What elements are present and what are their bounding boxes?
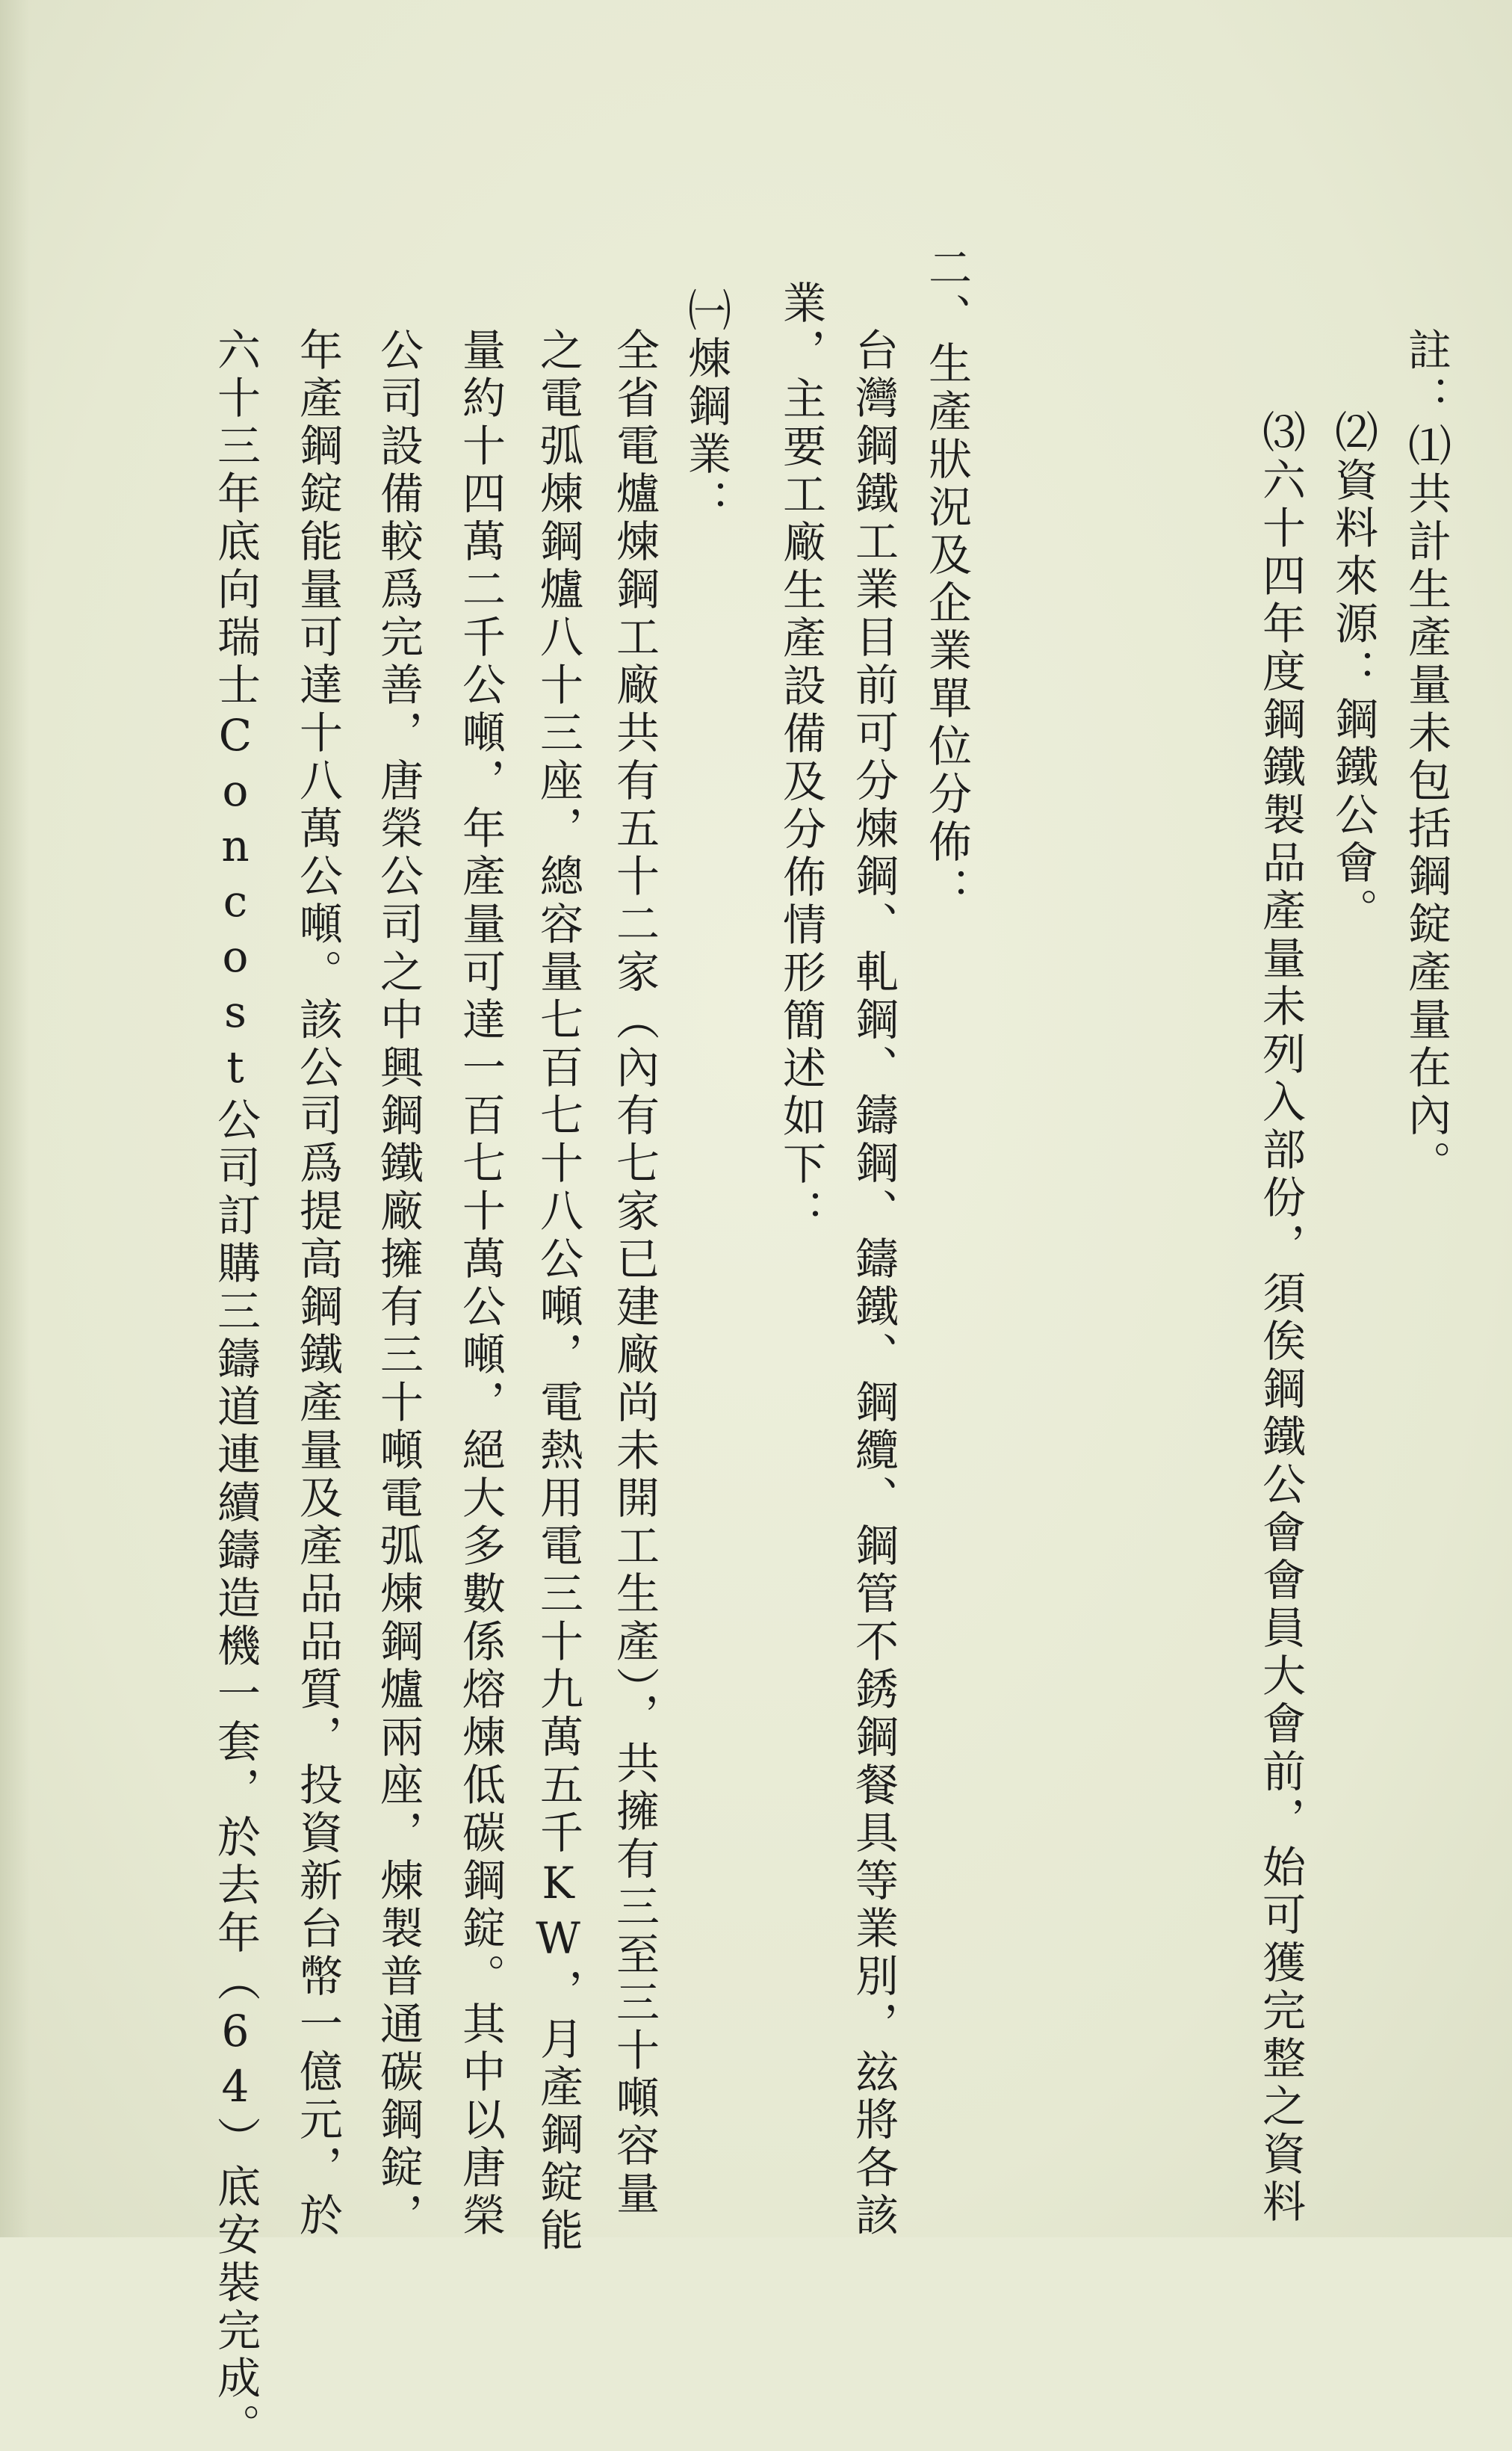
body-line-4: 之電弧煉鋼爐八十三座，總容量七百七十八公噸，電熱用電三十九萬五千KW，月產鋼錠能	[533, 327, 583, 2255]
note-line-3: ⑶六十四年度鋼鐵製品產量未列入部份，須俟鋼鐵公會會員大會前，始可獲完整之資料	[1255, 409, 1306, 2227]
body-line-2: 業，主要工廠生產設備及分佈情形簡述如下：	[775, 280, 826, 1237]
body-line-7: 年產鋼錠能量可達十八萬公噸。該公司爲提高鋼鐵產量及產品品質，投資新台幣一億元，於	[292, 327, 343, 2240]
subsection-heading: ㈠煉鋼業：	[681, 288, 731, 527]
body-line-8: 六十三年底向瑞士Concost公司訂購三鑄道連續鑄造機一套，於去年（64）底安裝完成。	[210, 327, 261, 2451]
page-spine-shadow	[0, 0, 30, 2237]
body-line-6: 公司設備較爲完善，唐榮公司之中興鋼鐵廠擁有三十噸電弧煉鋼爐兩座，煉製普通碳鋼錠，	[373, 327, 424, 2240]
note-line-1: 註：⑴共計生產量未包括鋼錠產量在內。	[1401, 327, 1451, 1188]
body-line-3: 全省電爐煉鋼工廠共有五十二家（內有七家已建廠尚未開工生產），共擁有三至三十噸容量	[609, 327, 660, 2219]
body-line-5: 量約十四萬二千公噸，年產量可達一百七十萬公噸，絕大多數係熔煉低碳鋼錠。其中以唐榮	[455, 327, 506, 2240]
body-line-1: 台灣鋼鐵工業目前可分煉鋼、軋鋼、鑄鋼、鑄鐵、鋼纜、鋼管不銹鋼餐具等業別，玆將各該	[848, 327, 899, 2240]
section-heading: 二、生產狀況及企業單位分佈：	[921, 245, 972, 915]
note-line-2: ⑵資料來源：鋼鐵公會。	[1327, 409, 1378, 936]
